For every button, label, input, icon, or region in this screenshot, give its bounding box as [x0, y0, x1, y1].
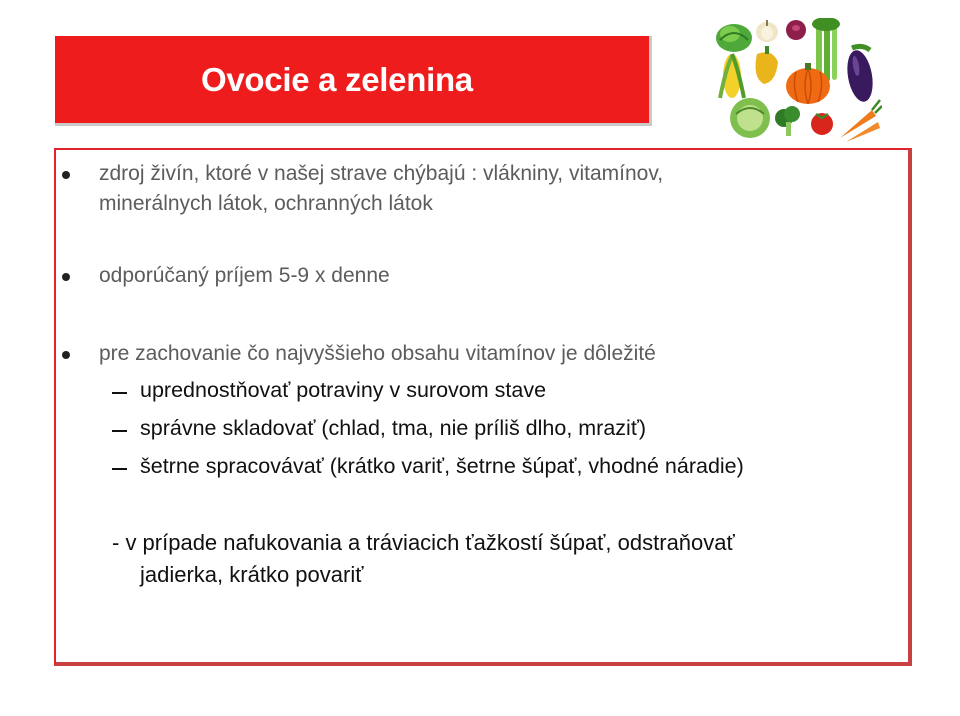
- eggplant-icon: [844, 46, 877, 103]
- broccoli-icon: [775, 106, 800, 136]
- corn-icon: [720, 54, 744, 98]
- dash-marker: [112, 392, 127, 394]
- bullet-text: odporúčaný príjem 5-9 x denne: [99, 264, 390, 287]
- cabbage-icon: [730, 98, 770, 138]
- dash-marker: [112, 468, 127, 470]
- subitem-text: správne skladovať (chlad, tma, nie príliš dlho, mraziť): [140, 416, 647, 440]
- onion-icon: [756, 20, 778, 42]
- bullet-marker: [62, 273, 70, 281]
- slide-title: Ovocie a zelenina: [201, 60, 473, 98]
- subitem-text: uprednostňovať potraviny v surovom stave: [140, 378, 547, 402]
- subitem-text: šetrne spracovávať (krátko variť, šetrne šúpať, vhodné náradie): [140, 454, 744, 478]
- pepper-icon: [756, 46, 778, 84]
- dash-marker: [112, 430, 127, 432]
- title-bar: [55, 36, 652, 126]
- note-line-1: - v prípade nafukovania a tráviacich ťažkostí šúpať, odstraňovať: [112, 530, 735, 555]
- bullet-text: minerálnych látok, ochranných látok: [99, 192, 433, 215]
- carrot-icon: [840, 100, 882, 142]
- content-frame: [54, 148, 912, 666]
- bullet-text: zdroj živín, ktoré v našej strave chýbajú : vlákniny, vitamínov,: [99, 162, 664, 185]
- bullet-marker: [62, 351, 70, 359]
- bullet-text: pre zachovanie čo najvyššieho obsahu vitamínov je dôležité: [99, 342, 656, 365]
- note-line-2: jadierka, krátko povariť: [140, 562, 364, 587]
- beet-icon: [786, 20, 806, 40]
- bullet-marker: [62, 171, 70, 179]
- lettuce-icon: [716, 24, 752, 52]
- pumpkin-icon: [786, 63, 830, 104]
- vegetables-image: [712, 18, 882, 143]
- tomato-icon: [811, 113, 833, 135]
